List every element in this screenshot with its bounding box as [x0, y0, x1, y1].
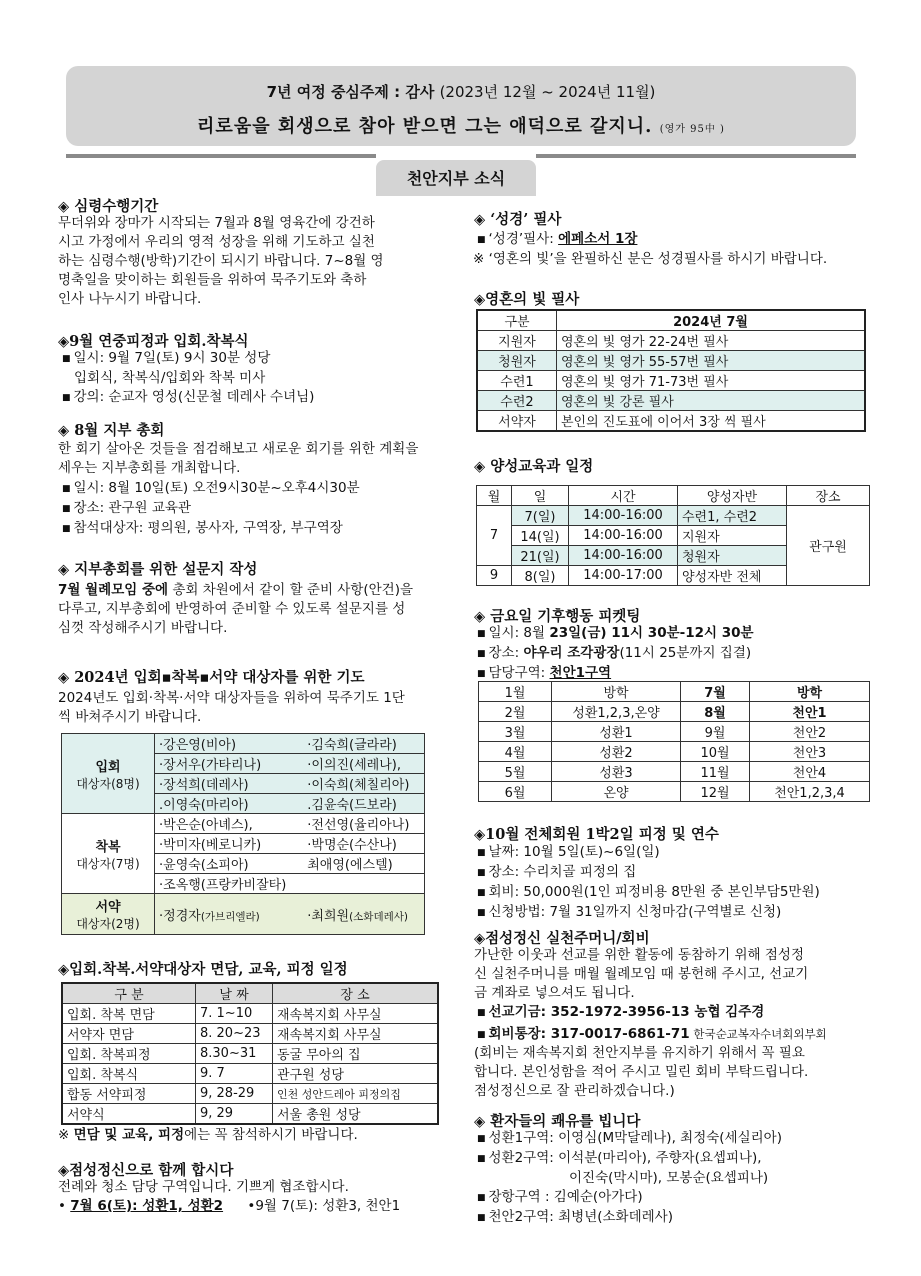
candidate-schedule-table: 구 분 날 짜 장 소 입회. 착복 면담 7. 1~10 재속복지회 사무실 서약자 면담 8. 20~23 재속복지회 사무실 입회. 착복피정 8.30~31 동굴 무아의 집 입회. 착복식 9. 7 관구원 성당 합동 서약피정 9, 28-29 인천 성안드레아 피정의집 서약식 9, 29 서울 총원 성당: [61, 982, 439, 1125]
october-retreat-list: ■ 날짜: 10월 5일(토)~6일(일) ■ 장소: 수리치골 피정의 집 ■ 회비: 50,000원(1인 피정비용 8만원 중 본인부담5만원) ■ 신청방법: 7월 31일까지 신청마감(구역별로 신청): [477, 843, 820, 923]
group-clothing-label: 착복 대상자(7명): [62, 814, 155, 894]
section-title-september-retreat: ◈9월 연중피정과 입회.착복식: [58, 333, 249, 350]
section-title-soul-light: ◈영혼의 빛 필사: [474, 291, 580, 308]
mission-fund-account: ■ 선교기금: 352-1972-3956-13 농협 김주경: [477, 1003, 764, 1023]
section-title-october-retreat: ◈10월 전체회원 1박2일 피정 및 연수: [474, 826, 719, 843]
section-title-formation: ◈ 양성교육과 일정: [474, 458, 594, 475]
picket-rotation-table: 1월 방학 7월 방학 2월 성환1,2,3,온양 8월 천안1 3월 성환1 9월 천안2 4월 성환2 10월 천안3 5월 성환3 11월 천안4 6월 온양 12월 천안1,2,3,4: [478, 681, 870, 802]
page-title: 천안지부 소식: [376, 160, 536, 196]
section-title-donation: ◈점성정신 실천주머니/회비: [474, 930, 650, 947]
candidates-table: 입회 대상자(8명) ·강은영(비아) ·김숙희(글라라) ·장서우(가타리나) ·이의진(세레나), ·장석희(데레사) ·이숙희(체칠리아) .이영숙(마리아) .김윤숙(드보라) 착복 대상자(7명) ·박은순(아녜스), ·전선영(율리아나) ·박미자(베로니카) ·박명순(수산나) ·윤영숙(소피아) 최애영(에스텔) ·조옥행(프랑카비잘타) 서약 대상자(2명) ·정경자(가브리엘라) ·최희원(소화데레사): [61, 733, 425, 935]
prayer-text: 2024년도 입회·착복·서약 대상자들을 위하여 묵주기도 1단 씩 바쳐주시기 바랍니다.: [58, 690, 405, 725]
patients-list: ■ 성환1구역: 이영심(M막달레나), 최정숙(세실리아) ■ 성환2구역: 이석분(마리아), 주향자(요셉피나), 이진숙(막시마), 모봉순(요셉피나) ■ 장항구역 : 김예순(아가다) ■ 천안2구역: 최병년(소화데레사): [477, 1129, 782, 1228]
general-assembly-list: ■ 일시: 8월 10일(토) 오전9시30분~오후4시30분 ■ 장소: 관구원 교육관 ■ 참석대상자: 평의원, 봉사자, 구역장, 부구역장: [62, 479, 360, 539]
banner-verse-line: 리로움을 회생으로 참아 받으면 그는 애덕으로 갈지니. (영가 95中 ): [197, 116, 725, 137]
theme-banner: [66, 66, 856, 146]
section-title-patients: ◈ 환자들의 쾌유를 빕니다: [474, 1113, 641, 1130]
september-retreat-list: ■ 일시: 9월 7일(토) 9시 30분 성당 입회식, 착복식/입회와 착복 미사 ■ 강의: 순교자 영성(신문철 데레사 수녀님): [62, 349, 314, 408]
fee-note: (회비는 재속복지회 천안지부를 유지하기 위해서 꼭 필요 합니다. 본인성함을 적어 주시고 밀린 회비 부탁드립니다. 점성정신으로 잘 관리하겠습니다.): [474, 1045, 809, 1099]
liturgy-duty-items: • 7월 6(토): 성환1, 성환2 •9월 7(토): 성환3, 천안1: [58, 1198, 401, 1214]
membership-fee-account: ■ 회비통장: 317-0017-6861-71 한국순교복자수녀회외부회: [477, 1025, 827, 1045]
climate-picket-list: ■ 일시: 8월 23일(금) 11시 30분-12시 30분 ■ 장소: 야우리 조각광장(11시 25분까지 집결) ■ 담당구역: 천안1구역: [477, 624, 754, 684]
liturgy-duty-text: 전례와 청소 담당 구역입니다. 기쁘게 협조합시다.: [58, 1179, 349, 1195]
retreat-period-text: 무더위와 장마가 시작되는 7월과 8월 영육간에 강건하 시고 가정에서 우리의 영적 성장을 위해 기도하고 실천 하는 심령수행(방학)기간이 되시기 바랍니다. 7~8월 영 명축일을 맞이하는 회원들을 위하여 묵주기도와 축하 인사 나누시기 바랍니다.: [58, 215, 384, 307]
section-title-liturgy-duty: ◈점성정신으로 함께 합시다: [58, 1162, 234, 1179]
general-assembly-text: 한 회기 살아온 것들을 점검해보고 새로운 회기를 위한 계획을 세우는 지부총회를 개최합니다.: [58, 441, 419, 476]
section-title-prayer: ◈ 2024년 입회▪착복▪서약 대상자를 위한 기도: [58, 669, 365, 686]
soul-light-table: 구분 2024년 7월 지원자 영혼의 빛 영가 22-24번 필사 청원자 영혼의 빛 영가 55-57번 필사 수련1 영혼의 빛 영가 71-73번 필사 수련2 영혼의 빛 강론 필사 서약자 본인의 진도표에 이어서 3장 씩 필사: [476, 309, 866, 432]
schedule-note: ※ 면담 및 교육, 피정에는 꼭 참석하시기 바랍니다.: [58, 1127, 358, 1143]
divider-right: [536, 154, 856, 158]
bible-copy-list: ■ ‘성경’필사: 에페소서 1장 ※ ‘영혼의 빛’을 완필하신 분은 성경필사를 하시기 바랍니다.: [477, 230, 827, 269]
group-vow-label: 서약 대상자(2명): [62, 894, 155, 935]
formation-table: 월 일 시간 양성자반 장소 7 7(일) 14:00-16:00 수련1, 수련2 관구원 14(일) 14:00-16:00 지원자 21(일) 14:00-16:00 청원자 9 8(일) 14:00-17:00 양성자반 전체: [476, 485, 870, 586]
banner-theme-line: 7년 여정 중심주제 : 감사 (2023년 12월 ~ 2024년 11월): [266, 83, 656, 101]
section-title-bible-copy: ◈ ‘성경’ 필사: [474, 211, 562, 228]
divider-left: [66, 154, 376, 158]
donation-text: 가난한 이웃과 선교를 위한 활동에 동참하기 위해 점성정 신 실천주머니를 매월 월례모임 때 봉헌해 주시고, 선교기 금 계좌로 넣으셔도 됩니다.: [474, 947, 809, 1001]
group-entry-label: 입회 대상자(8명): [62, 734, 155, 814]
section-title-survey: ◈ 지부총회를 위한 설문지 작성: [58, 561, 258, 578]
section-title-climate-picket: ◈ 금요일 기후행동 피켓팅: [474, 608, 641, 625]
section-title-schedule: ◈입회.착복.서약대상자 면담, 교육, 피정 일정: [58, 961, 348, 978]
section-title-general-assembly: ◈ 8월 지부 총회: [58, 422, 165, 439]
section-title-retreat-period: ◈ 심령수행기간: [58, 198, 159, 215]
survey-text: 7월 월례모임 중에 총회 차원에서 같이 할 준비 사항(안건)을 다루고, 지부총회에 반영하여 준비할 수 있도록 설문지를 성 심껏 작성해주시기 바랍니다.: [58, 582, 414, 636]
